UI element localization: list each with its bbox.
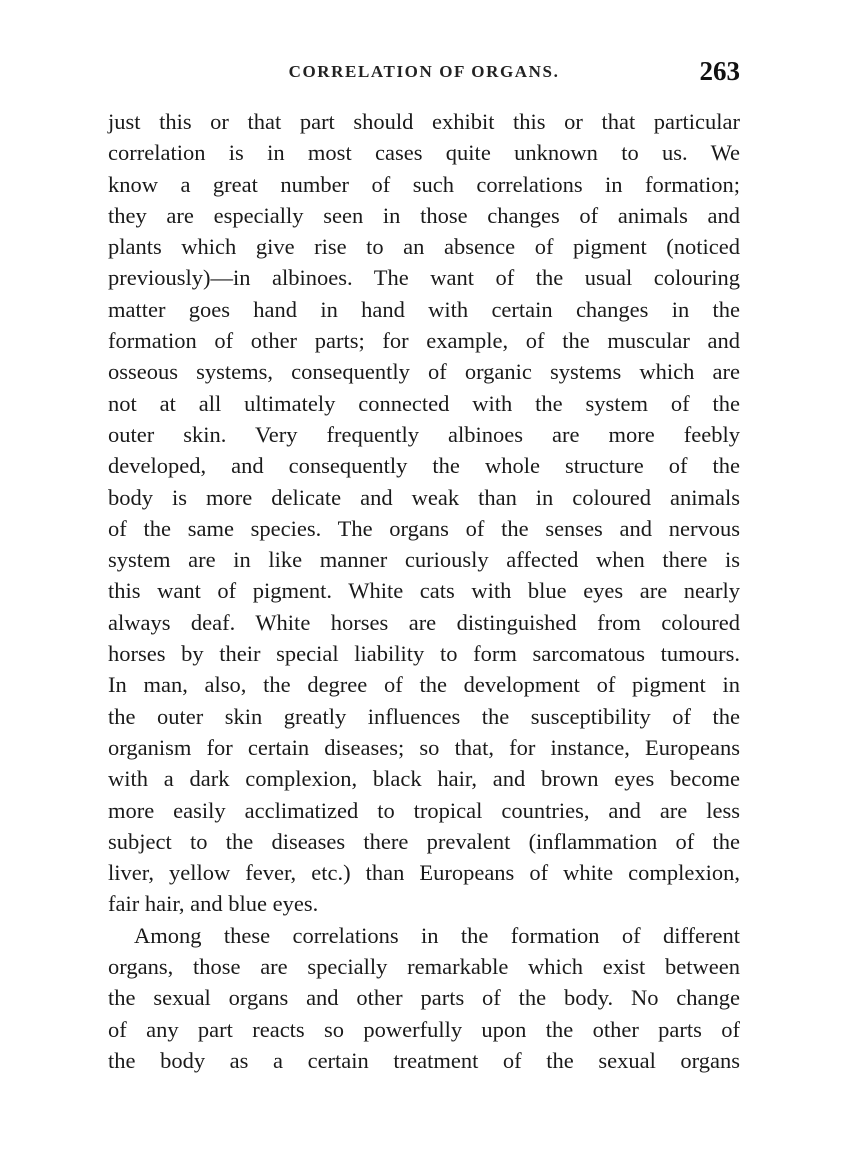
text-line: liver, yellow fever, etc.) than Europeans of white complexion, xyxy=(108,860,740,886)
text-line: plants which give rise to an absence of pigment (noticed xyxy=(108,234,740,260)
text-line: always deaf. White horses are distinguished from coloured xyxy=(108,609,740,635)
text-line: organism for certain diseases; so that, for instance, Europeans xyxy=(108,734,740,760)
text-line: the outer skin greatly influences the susceptibility of the xyxy=(108,703,740,729)
text-line: the body as a certain treatment of the sexual organs xyxy=(108,1047,740,1073)
text-line: formation of other parts; for example, of the muscular and xyxy=(108,328,740,354)
text-line: of any part reacts so powerfully upon the other parts of xyxy=(108,1016,740,1042)
text-line: just this or that part should exhibit this or that particular xyxy=(108,109,740,134)
text-line: the sexual organs and other parts of the body. No change xyxy=(108,985,740,1011)
text-line: subject to the diseases there prevalent (inflammation of the xyxy=(108,828,740,854)
text-line: In man, also, the degree of the development of pigment in xyxy=(108,672,740,698)
text-line: matter goes hand in hand with certain changes in the xyxy=(108,296,740,322)
running-title: CORRELATION OF ORGANS. xyxy=(288,62,560,81)
page-number: 263 xyxy=(699,56,740,86)
text-line: this want of pigment. White cats with blue eyes are nearly xyxy=(108,578,740,604)
text-line: not at all ultimately connected with the system of the xyxy=(108,390,740,416)
text-line: of the same species. The organs of the senses and nervous xyxy=(108,515,740,541)
text-line: with a dark complexion, black hair, and brown eyes become xyxy=(108,766,740,792)
paragraph-start-line: Among these correlations in the formation of different xyxy=(134,922,740,948)
text-line: organs, those are specially remarkable which exist between xyxy=(108,954,740,980)
text-line: horses by their special liability to form sarcomatous tumours. xyxy=(108,641,740,667)
text-line: system are in like manner curiously affected when there is xyxy=(108,547,740,573)
text-line: correlation is in most cases quite unknown to us. We xyxy=(108,140,740,166)
text-line: they are especially seen in those changes of animals and xyxy=(108,202,740,228)
text-line: outer skin. Very frequently albinoes are more feebly xyxy=(108,421,740,447)
page-header xyxy=(108,56,740,90)
text-line: osseous systems, consequently of organic systems which are xyxy=(108,359,740,385)
text-line: previously)—in albinoes. The want of the usual colouring xyxy=(108,265,740,291)
body-text xyxy=(108,106,740,1076)
text-line: body is more delicate and weak than in coloured animals xyxy=(108,484,740,510)
text-line: more easily acclimatized to tropical countries, and are less xyxy=(108,797,740,823)
paragraph-end-line: fair hair, and blue eyes. xyxy=(108,891,319,917)
text-line: developed, and consequently the whole structure of the xyxy=(108,453,740,479)
text-line: know a great number of such correlations in formation; xyxy=(108,171,740,197)
